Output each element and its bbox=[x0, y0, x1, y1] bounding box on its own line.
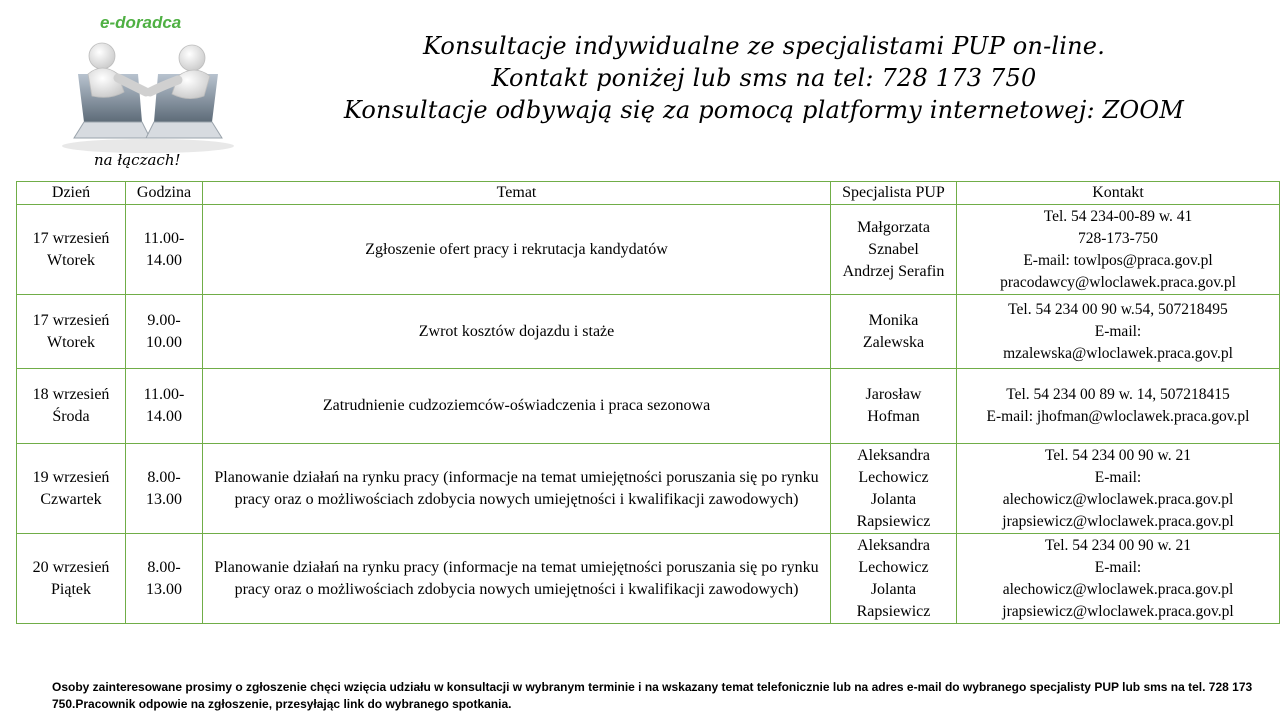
table-row bbox=[17, 369, 1280, 444]
specialist-cell: Jarosław Hofman bbox=[831, 369, 957, 444]
contact-cell: Tel. 54 234 00 89 w. 14, 507218415 E-mail: jhofman@wloclawek.praca.gov.pl bbox=[957, 369, 1280, 444]
contact-cell: Tel. 54 234 00 90 w. 21 E-mail: alechowicz@wloclawek.praca.gov.pl jrapsiewicz@wloclawek.praca.gov.pl bbox=[957, 444, 1280, 534]
contact-cell: Tel. 54 234 00 90 w.54, 507218495 E-mail: mzalewska@wloclawek.praca.gov.pl bbox=[957, 295, 1280, 369]
heading-line: Konsultacje indywidualne ze specjalistami PUP on-line. bbox=[422, 32, 1106, 60]
column-header-topic: Temat bbox=[203, 182, 831, 205]
table-header-row bbox=[17, 182, 1280, 205]
e-doradca-logo bbox=[58, 10, 238, 172]
hours-cell: 8.00- 13.00 bbox=[126, 534, 203, 624]
topic-cell: Zgłoszenie ofert pracy i rekrutacja kandydatów bbox=[203, 205, 831, 295]
hours-cell: 8.00- 13.00 bbox=[126, 444, 203, 534]
specialist-cell: Małgorzata Sznabel Andrzej Serafin bbox=[831, 205, 957, 295]
heading-line: Konsultacje odbywają się za pomocą platformy internetowej: ZOOM bbox=[343, 96, 1185, 124]
contact-cell: Tel. 54 234 00 90 w. 21 E-mail: alechowicz@wloclawek.praca.gov.pl jrapsiewicz@wloclawek.praca.gov.pl bbox=[957, 534, 1280, 624]
heading-line: Kontakt poniżej lub sms na tel: 728 173 750 bbox=[491, 64, 1037, 92]
table-row bbox=[17, 534, 1280, 624]
hours-cell: 11.00- 14.00 bbox=[126, 369, 203, 444]
day-cell: 17 wrzesień Wtorek bbox=[17, 295, 126, 369]
topic-cell: Planowanie działań na rynku pracy (informacje na temat umiejętności poruszania się po rynku pracy oraz o możliwościach zdobycia nowych umiejętności i kwalifikacji zawodowych) bbox=[203, 444, 831, 534]
day-cell: 19 wrzesień Czwartek bbox=[17, 444, 126, 534]
column-header-contact: Kontakt bbox=[957, 182, 1280, 205]
footnote-text: Osoby zainteresowane prosimy o zgłoszenie chęci wzięcia udziału w konsultacji w wybranym terminie i na wskazany temat telefonicznie lub na adres e-mail do wybranego specjalisty PUP lub sms na tel. 728 173 750.Pracownik odpowie na zgłoszenie, przesyłając link do wybranego spotkania. bbox=[52, 680, 1253, 711]
topic-cell: Planowanie działań na rynku pracy (informacje na temat umiejętności poruszania się po rynku pracy oraz o możliwościach zdobycia nowych umiejętności i kwalifikacji zawodowych) bbox=[203, 534, 831, 624]
specialist-cell: Aleksandra Lechowicz Jolanta Rapsiewicz bbox=[831, 444, 957, 534]
day-cell: 20 wrzesień Piątek bbox=[17, 534, 126, 624]
logo-brand-text: e-doradca bbox=[100, 13, 182, 32]
specialist-cell: Aleksandra Lechowicz Jolanta Rapsiewicz bbox=[831, 534, 957, 624]
consultation-schedule-table bbox=[16, 181, 1280, 624]
table-row bbox=[17, 444, 1280, 534]
contact-cell: Tel. 54 234-00-89 w. 41 728-173-750 E-mail: towlpos@praca.gov.pl pracodawcy@wloclawek.praca.gov.pl bbox=[957, 205, 1280, 295]
topic-cell: Zwrot kosztów dojazdu i staże bbox=[203, 295, 831, 369]
page-heading bbox=[250, 30, 1278, 126]
day-cell: 18 wrzesień Środa bbox=[17, 369, 126, 444]
hours-cell: 9.00- 10.00 bbox=[126, 295, 203, 369]
logo-tagline: na łączach! bbox=[94, 151, 181, 169]
hours-cell: 11.00- 14.00 bbox=[126, 205, 203, 295]
column-header-specialist: Specjalista PUP bbox=[831, 182, 957, 205]
table-row bbox=[17, 295, 1280, 369]
column-header-hour: Godzina bbox=[126, 182, 203, 205]
specialist-cell: Monika Zalewska bbox=[831, 295, 957, 369]
handshake-laptops-icon bbox=[58, 34, 238, 154]
column-header-day: Dzień bbox=[17, 182, 126, 205]
table-row bbox=[17, 205, 1280, 295]
day-cell: 17 wrzesień Wtorek bbox=[17, 205, 126, 295]
topic-cell: Zatrudnienie cudzoziemców-oświadczenia i praca sezonowa bbox=[203, 369, 831, 444]
